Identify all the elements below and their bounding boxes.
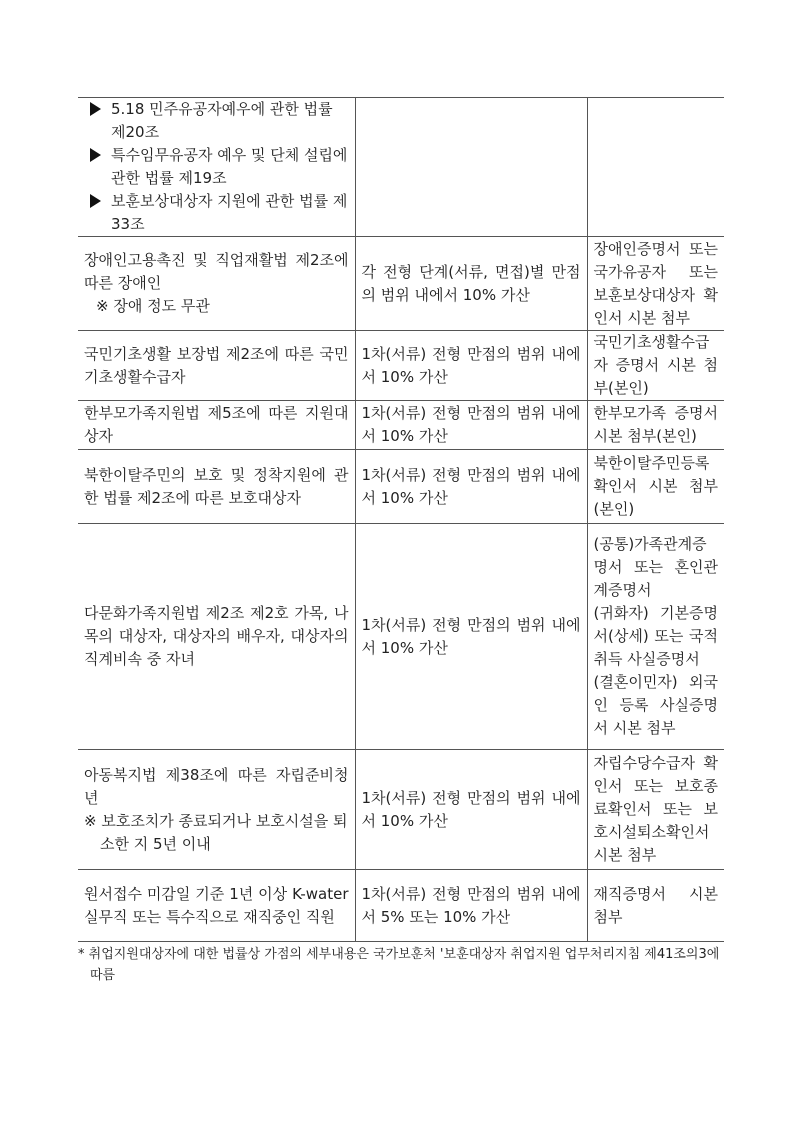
target-cell: 장애인고용촉진 및 직업재활법 제2조에 따른 장애인 ※ 장애 정도 무관	[78, 237, 355, 331]
table-row	[78, 98, 724, 237]
document-cell: 한부모가족 증명서 시본 첨부(본인)	[587, 401, 724, 450]
target-cell: 아동복지법 제38조에 따른 자립준비청년 ※ 보호조치가 종료되거나 보호시설을 퇴소한 지 5년 이내	[78, 750, 355, 870]
page	[78, 97, 724, 986]
benefit-cell: 1차(서류) 전형 만점의 범위 내에서 10% 가산	[355, 750, 587, 870]
benefit-cell: 1차(서류) 전형 만점의 범위 내에서 10% 가산	[355, 450, 587, 524]
table-row	[78, 237, 724, 331]
document-cell: (공통)가족관계증명서 또는 혼인관계증명서 (귀화자) 기본증명서(상세) 또는 국적취득 사실증명서 (결혼이민자) 외국인 등록 사실증명서 시본 첨부	[587, 524, 724, 750]
table-row	[78, 870, 724, 942]
table-row	[78, 450, 724, 524]
empty-cell	[355, 98, 587, 237]
target-cell: 북한이탈주민의 보호 및 정착지원에 관한 법률 제2조에 따른 보호대상자	[78, 450, 355, 524]
benefit-cell: 1차(서류) 전형 만점의 범위 내에서 10% 가산	[355, 524, 587, 750]
document-cell: 자립수당수급자 확인서 또는 보호종료확인서 또는 보호시설퇴소확인서 시본 첨부	[587, 750, 724, 870]
target-cell: 국민기초생활 보장법 제2조에 따른 국민기초생활수급자	[78, 331, 355, 401]
benefit-cell: 1차(서류) 전형 만점의 범위 내에서 5% 또는 10% 가산	[355, 870, 587, 942]
arrow-bullet-icon	[90, 194, 101, 208]
table-row	[78, 750, 724, 870]
law-list-cell	[78, 98, 355, 237]
target-cell: 다문화가족지원법 제2조 제2호 가목, 나목의 대상자, 대상자의 배우자, 대상자의 직계비속 중 자녀	[78, 524, 355, 750]
document-cell: 장애인증명서 또는 국가유공자 또는 보훈보상대상자 확인서 시본 첨부	[587, 237, 724, 331]
arrow-bullet-icon	[90, 148, 101, 162]
list-item: 특수임무유공자 예우 및 단체 설립에 관한 법률 제19조	[84, 144, 349, 190]
arrow-bullet-icon	[90, 102, 101, 116]
target-cell: 원서접수 미감일 기준 1년 이상 K-water 실무직 또는 특수직으로 재직중인 직원	[78, 870, 355, 942]
target-cell: 한부모가족지원법 제5조에 따른 지원대상자	[78, 401, 355, 450]
table-row	[78, 401, 724, 450]
empty-cell	[587, 98, 724, 237]
footnote: * 취업지원대상자에 대한 법률상 가점의 세부내용은 국가보훈처 '보훈대상자 취업지원 업무처리지침 제41조의3에 따름	[78, 947, 720, 983]
benefit-cell: 1차(서류) 전형 만점의 범위 내에서 10% 가산	[355, 401, 587, 450]
document-cell: 재직증명서 시본 첨부	[587, 870, 724, 942]
bonus-points-table	[78, 97, 724, 942]
benefit-cell: 각 전형 단계(서류, 면접)별 만점의 범위 내에서 10% 가산	[355, 237, 587, 331]
table-row	[78, 331, 724, 401]
document-cell: 북한이탈주민등록확인서 시본 첨부(본인)	[587, 450, 724, 524]
list-item: 5.18 민주유공자예우에 관한 법률 제20조	[84, 98, 349, 144]
benefit-cell: 1차(서류) 전형 만점의 범위 내에서 10% 가산	[355, 331, 587, 401]
list-item: 보훈보상대상자 지원에 관한 법률 제33조	[84, 190, 349, 236]
table-row	[78, 524, 724, 750]
document-cell: 국민기초생활수급자 증명서 시본 첨부(본인)	[587, 331, 724, 401]
